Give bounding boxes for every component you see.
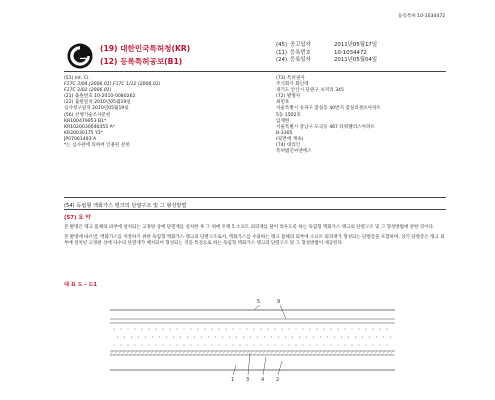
patentee-heading: (73) 특허권자 [276, 76, 305, 81]
application-number: (21) 출원번호 10-2010-0080262 [64, 94, 136, 100]
agent-name: 특허법인씨엔에스 [276, 149, 312, 155]
patentee-address: 경기도 안산시 단원구 보저리 345 [276, 88, 344, 94]
figure-1 [100, 295, 400, 399]
hr-value: 10-1034472 [334, 49, 367, 56]
hr-label: 공고일자 [290, 42, 311, 48]
insulation-dots [114, 329, 392, 346]
header-right-row [276, 42, 446, 50]
ipc-line: F17C 3/04 (2006.01) F17C 1/12 (2006.01) [64, 82, 161, 88]
callout-label-4: 4 [261, 377, 265, 383]
office-line [100, 43, 190, 54]
figure-1-svg [100, 295, 400, 395]
header-right-row [276, 57, 446, 65]
agent-heading: (74) 대리인 [276, 143, 301, 149]
inventor-name: 임재헌 [276, 118, 290, 124]
prior-art-item: JP07061493 A [64, 136, 97, 142]
divider-top [64, 71, 446, 72]
prior-art-heading: (56) 선행기술조사문헌 [64, 112, 111, 118]
prior-art-note: *는 심사관에 의하여 인용된 문헌 [64, 143, 130, 149]
hr-value: 2011년05월17일 [334, 42, 378, 48]
leader-line-2 [278, 361, 282, 375]
pub-line [100, 56, 182, 67]
divider-title [64, 209, 446, 210]
hr-code: (24) [276, 57, 288, 64]
inventor-address: 5동 1502호 [276, 112, 301, 118]
application-date: (22) 출원일자 2010년05월19일 [64, 100, 131, 106]
leader-line-4 [263, 357, 266, 375]
inventor-address: 서울특별시 송파구 잠실동 40번지 잠실리센츠아파트 [276, 106, 381, 112]
header-right [276, 42, 446, 65]
abstract-heading: (57) 요 약 [64, 215, 91, 221]
inventor-address: 서울특별시 강남구 도곡동 467 타워팰리스아파트 [276, 124, 375, 130]
continued-note: (뒷면에 계속) [276, 136, 304, 142]
pub-name: 등록특허공보(B1) [120, 57, 183, 66]
bibliographic-left [64, 76, 264, 149]
abstract-body [64, 225, 446, 251]
hr-code: (45) [276, 42, 288, 48]
callout-label-1: 1 [231, 377, 235, 383]
callout-label-2: 2 [276, 377, 280, 383]
callout-label-5: 5 [257, 299, 261, 305]
inventor-heading: (72) 발명자 [276, 94, 301, 100]
rep-drawing-label [64, 281, 97, 288]
invention-title: (54) 독립형 액화가스 탱크의 단열구조 및 그 형성방법 [64, 203, 187, 209]
abstract-paragraph: 본 발명은 탱크 몸체의 외부에 설치되는 고정판 상에 단열재를 설치한 후 그 위에 두께 5 소프트 외피재를 덮어 씌우도록 하는 독립형 액화가스 탱크의 단열구조 및 그 형성방법에 관한 것이다. [64, 225, 435, 230]
divider-mid [64, 197, 446, 198]
abstract-paragraph: 본 발명에 따르면, 액화가스를 저장하기 위한 독립형 액화가스 탱크의 단열구조로서, 액화가스를 수용하는 탱크 몸체의 외부에 소프트 외피재가 형성되는 단열층을 포함하며, 상기 단열층은 탱크 외부에 설치된 고정판 상에 다수의 단열재가 배치되어 형성되는 것을 특징으로 하는 독립형 액화가스 탱크의 단열구조 및 그 형성방법이 제공된다. [64, 234, 445, 247]
int-cl-line: (51) Int. Cl. [64, 76, 90, 81]
leader-line-9 [280, 305, 286, 319]
pub-code: (12) [100, 57, 118, 66]
leader-line-5 [254, 305, 260, 310]
hr-label: 등록번호 [290, 49, 311, 56]
doc-number: 등록특허 10-1034472 [398, 14, 446, 19]
kipo-logo-icon [66, 42, 94, 70]
hatching [110, 351, 393, 355]
callout-label-3: 3 [246, 377, 250, 383]
bibliographic-right [276, 76, 446, 155]
inventor-address: B-3305 [276, 130, 293, 136]
prior-art-item: KR100479953 B1* [64, 118, 107, 124]
rep-drawing-text: 대 표 도 - 도1 [64, 282, 98, 288]
leader-line-3 [248, 353, 250, 375]
patentee-name: 주식회사 화인텍 [276, 82, 309, 88]
hr-code: (11) [276, 49, 288, 56]
office-name: 대한민국특허청(KR) [120, 44, 191, 53]
inventor-name: 최민호 [276, 100, 290, 106]
hr-value: 2011년05월04일 [334, 57, 378, 64]
office-code: (19) [100, 44, 118, 53]
exam-request-date: 심사청구일자 2010년05월19일 [64, 106, 129, 112]
hr-label: 등록일자 [290, 57, 311, 64]
ipc-line: F17C 3/02 (2006.01) [64, 88, 112, 94]
prior-art-item: KR1020030046455 A* [64, 124, 116, 130]
prior-art-item: KR20030175 Y1* [64, 130, 104, 136]
callout-label-9: 9 [277, 299, 281, 305]
